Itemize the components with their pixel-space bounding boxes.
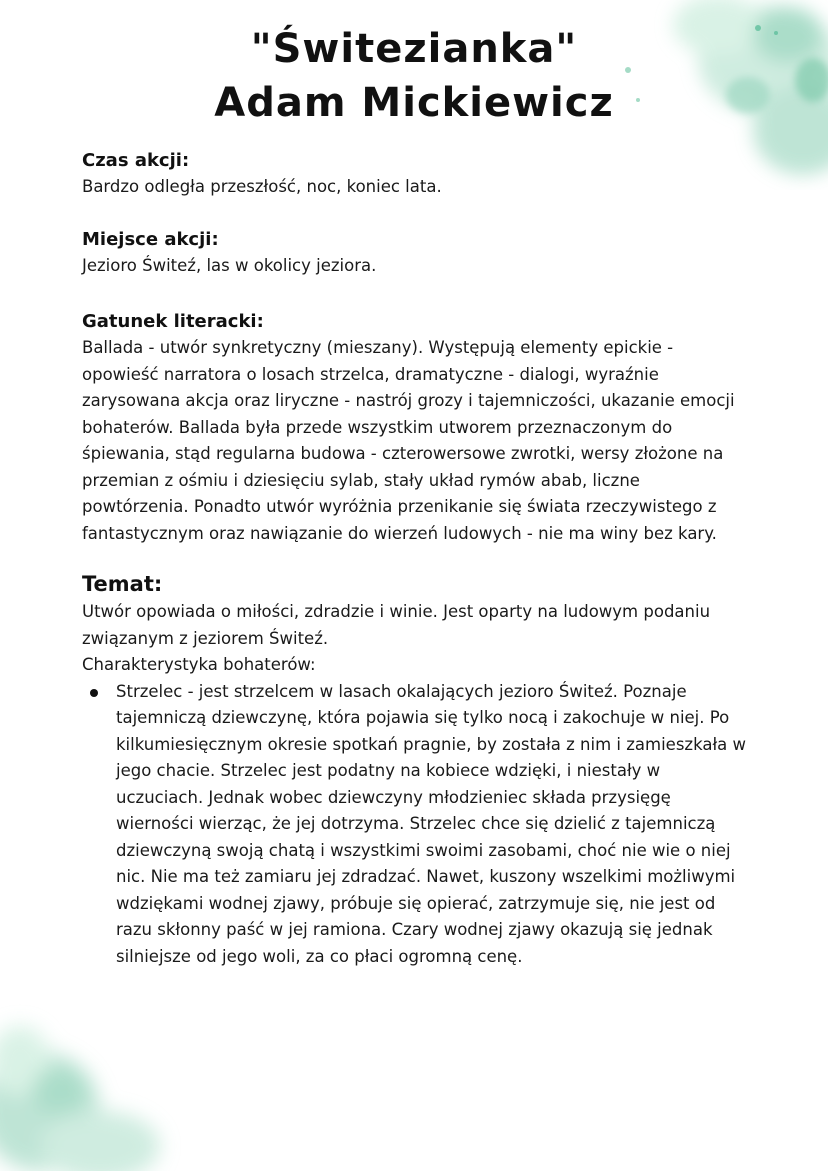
section-heading: Gatunek literacki:	[82, 311, 264, 332]
section-heading: Czas akcji:	[82, 150, 190, 171]
section-heading: Temat:	[82, 572, 163, 596]
page-title	[0, 22, 828, 130]
notes-content	[82, 148, 750, 970]
section-temat	[82, 569, 750, 970]
characters-subheading: Charakterystyka bohaterów:	[82, 655, 316, 674]
section-gatunek-literacki	[82, 309, 750, 547]
section-text: Ballada - utwór synkretyczny (mieszany). Występują elementy epickie - opowieść narratora o losach strzelca, dramatyczne - dialogi, wyraźnie zarysowana akcja oraz liryczne - nastrój grozy i tajemniczości, ukazanie emocji bohaterów. Ballada była przede wszystkim utworem przeznaczonym do śpiewania, stąd regularna budowa - czterowersowe zwrotki, wersy złożone na przemian z ośmiu i dziesięciu sylab, stały układ rymów abab, liczne powtórzenia. Ponadto utwór wyróżnia przenikanie się świata rzeczywistego z fantastycznym oraz nawiązanie do wierzeń ludowych - nie ma winy bez kary.	[82, 338, 735, 543]
list-item	[82, 679, 750, 971]
section-text: Bardzo odległa przeszłość, noc, koniec lata.	[82, 177, 442, 196]
section-text: Jezioro Świteź, las w okolicy jeziora.	[82, 255, 377, 275]
characters-list	[82, 679, 750, 971]
watercolor-decoration-bottom	[0, 1001, 200, 1171]
section-miejsce-akcji	[82, 227, 750, 280]
section-czas-akcji	[82, 148, 750, 201]
section-heading: Miejsce akcji:	[82, 228, 219, 250]
title-author: Adam Mickiewicz	[214, 80, 614, 126]
character-description: Strzelec - jest strzelcem w lasach okalających jezioro Świteź. Poznaje tajemniczą dziewczynę, która pojawia się tylko nocą i zakochuje w niej. Po kilkumiesięcznym okresie spotkań pragnie, by została z nim i zamieszkała w jego chacie. Strzelec jest podatny na kobiece wdzięki, i niestały w uczuciach. Jednak wobec dziewczyny młodzieniec składa przysięgę wierności wierząc, że jej dotrzyma. Strzelec chce się dzielić z tajemniczą dziewczyną swoją chatą i wszystkimi swoimi zasobami, choć nie wie o niej nic. Nie ma też zamiaru jej zdradzać. Nawet, kuszony wszelkimi możliwymi wdziękami wodnej zjawy, próbuje się opierać, zatrzymuje się, nie jest od razu skłonny paść w jej ramiona. Czary wodnej zjawy okazują się jednak silniejsze od jego woli, za co płaci ogromną cenę.	[116, 681, 746, 966]
bullet-icon	[90, 689, 98, 697]
title-work: "Świtezianka"	[250, 26, 578, 72]
section-text: Utwór opowiada o miłości, zdradzie i winie. Jest oparty na ludowym podaniu związanym z jeziorem Świteź.	[82, 602, 711, 648]
